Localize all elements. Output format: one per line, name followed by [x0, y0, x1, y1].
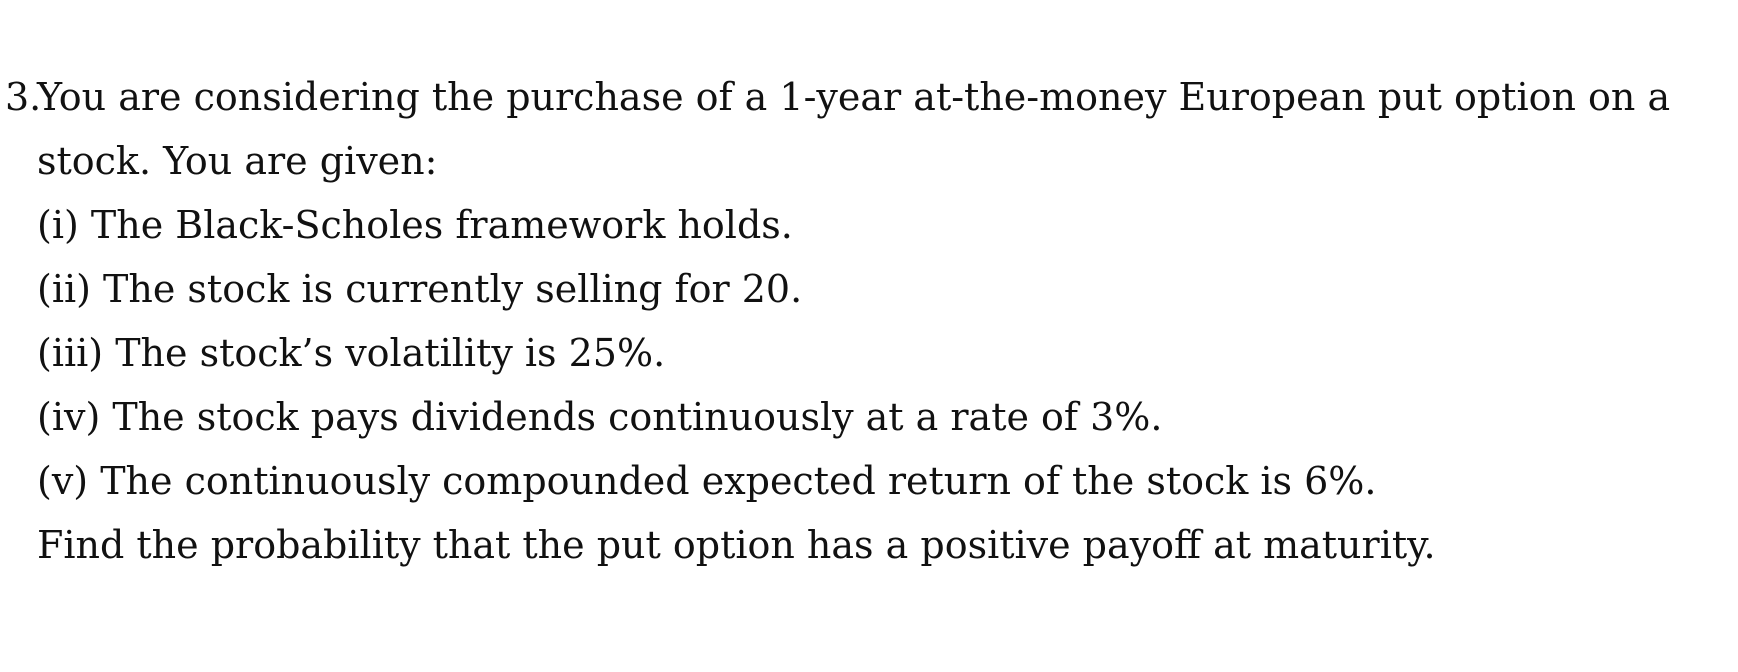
given-item-ii: (ii) The stock is currently selling for 20.	[37, 267, 803, 311]
given-item-iv: (iv) The stock pays dividends continuously at a rate of 3%.	[37, 395, 1163, 439]
problem-intro-line-2: stock. You are given:	[37, 139, 438, 183]
given-item-iii: (iii) The stock’s volatility is 25%.	[37, 331, 666, 375]
question-line: Find the probability that the put option has a positive payoff at maturity.	[37, 523, 1436, 567]
problem-intro-text-1: You are considering the purchase of a 1-year at-the-money European put option on a	[37, 75, 1671, 119]
given-item-v: (v) The continuously compounded expected return of the stock is 6%.	[37, 459, 1377, 503]
problem-intro-line-1	[5, 74, 1671, 120]
given-item-i: (i) The Black-Scholes framework holds.	[37, 203, 793, 247]
problem-number: 3.	[5, 75, 42, 119]
